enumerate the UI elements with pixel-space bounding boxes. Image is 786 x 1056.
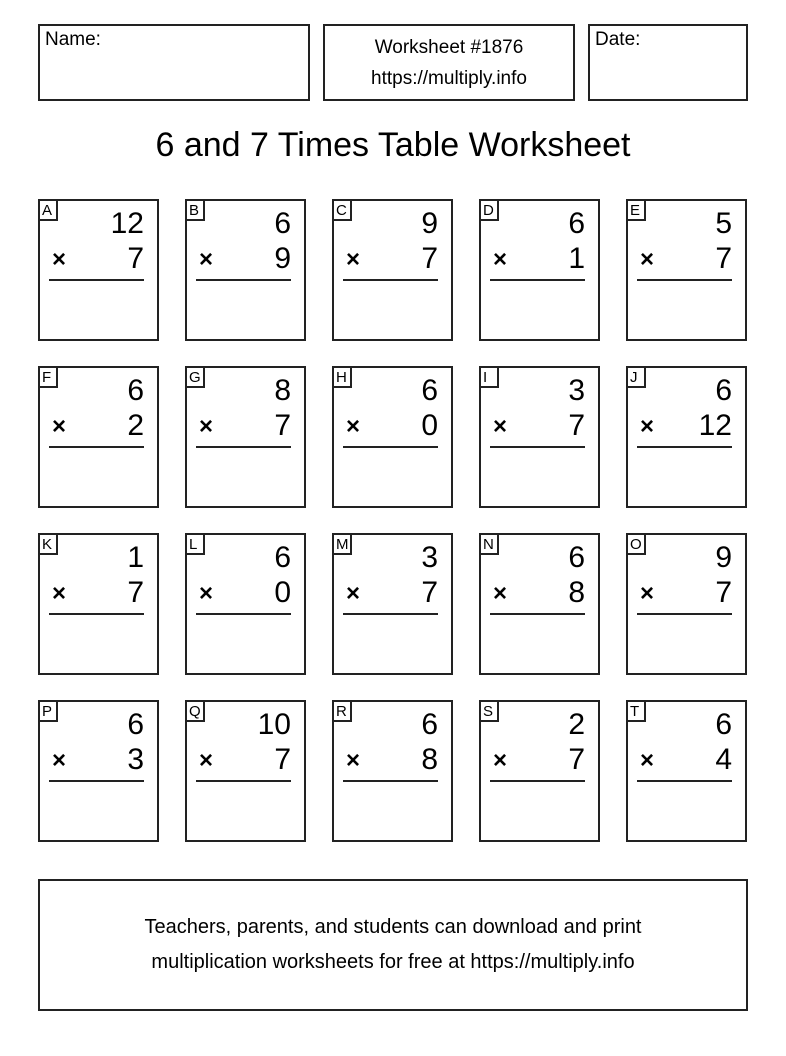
multiplicand: 6 (715, 374, 732, 407)
multiplier: 8 (568, 576, 585, 609)
answer-line (49, 446, 144, 448)
problem-letter: L (185, 533, 205, 555)
multiply-sign-icon: × (640, 246, 655, 273)
problem-card[interactable] (38, 533, 159, 675)
multiplicand: 5 (715, 207, 732, 240)
problem-letter: M (332, 533, 352, 555)
problem-letter: E (626, 199, 646, 221)
problem-card[interactable] (479, 366, 600, 508)
problem-letter: G (185, 366, 205, 388)
problem-letter: K (38, 533, 58, 555)
multiplicand: 6 (421, 708, 438, 741)
problem-card[interactable] (479, 533, 600, 675)
answer-line (637, 613, 732, 615)
multiply-sign-icon: × (52, 413, 67, 440)
answer-line (49, 279, 144, 281)
answer-line (490, 446, 585, 448)
problem-card[interactable] (626, 366, 747, 508)
multiplicand: 6 (421, 374, 438, 407)
answer-line (343, 613, 438, 615)
multiply-sign-icon: × (493, 246, 508, 273)
worksheet-number: Worksheet #1876 (374, 36, 524, 58)
multiplicand: 12 (110, 207, 144, 240)
multiplier: 7 (127, 576, 144, 609)
multiply-sign-icon: × (199, 413, 214, 440)
multiplier: 3 (127, 743, 144, 776)
multiply-sign-icon: × (493, 580, 508, 607)
multiplier: 4 (715, 743, 732, 776)
problem-letter: H (332, 366, 352, 388)
multiplier: 2 (127, 409, 144, 442)
answer-line (490, 279, 585, 281)
problem-card[interactable] (332, 700, 453, 842)
answer-line (49, 613, 144, 615)
problem-card[interactable] (185, 366, 306, 508)
multiplier: 7 (421, 576, 438, 609)
multiplier: 7 (568, 409, 585, 442)
answer-line (490, 780, 585, 782)
multiply-sign-icon: × (640, 580, 655, 607)
multiplicand: 6 (568, 207, 585, 240)
multiplier: 9 (274, 242, 291, 275)
problem-card[interactable] (626, 700, 747, 842)
multiplicand: 6 (127, 374, 144, 407)
multiplier: 7 (568, 743, 585, 776)
problem-letter: C (332, 199, 352, 221)
answer-line (196, 780, 291, 782)
multiplicand: 2 (568, 708, 585, 741)
problem-card[interactable] (38, 700, 159, 842)
multiplier: 7 (715, 242, 732, 275)
answer-line (196, 613, 291, 615)
problem-letter: Q (185, 700, 205, 722)
problem-card[interactable] (479, 199, 600, 341)
name-label: Name: (45, 29, 101, 50)
multiplier: 7 (274, 409, 291, 442)
date-field[interactable] (588, 24, 748, 101)
answer-line (196, 279, 291, 281)
multiply-sign-icon: × (52, 747, 67, 774)
multiply-sign-icon: × (346, 413, 361, 440)
date-label: Date: (595, 29, 641, 50)
multiply-sign-icon: × (52, 246, 67, 273)
multiplicand: 6 (274, 541, 291, 574)
problem-letter: B (185, 199, 205, 221)
name-field[interactable] (38, 24, 310, 101)
multiply-sign-icon: × (199, 747, 214, 774)
problem-letter: D (479, 199, 499, 221)
problem-letter: N (479, 533, 499, 555)
problem-card[interactable] (332, 533, 453, 675)
problem-card[interactable] (185, 700, 306, 842)
multiplicand: 9 (421, 207, 438, 240)
footer-line-1: Teachers, parents, and students can download and print (144, 916, 642, 938)
multiplier: 7 (421, 242, 438, 275)
worksheet-info (323, 24, 575, 101)
multiplicand: 9 (715, 541, 732, 574)
problem-card[interactable] (332, 366, 453, 508)
multiplier: 7 (274, 743, 291, 776)
page-title: 6 and 7 Times Table Worksheet (155, 126, 631, 164)
multiply-sign-icon: × (493, 747, 508, 774)
answer-line (343, 279, 438, 281)
multiply-sign-icon: × (199, 580, 214, 607)
multiplicand: 6 (127, 708, 144, 741)
multiplier: 0 (421, 409, 438, 442)
answer-line (490, 613, 585, 615)
multiplicand: 3 (568, 374, 585, 407)
problem-letter: A (38, 199, 58, 221)
problem-letter: S (479, 700, 499, 722)
multiplicand: 8 (274, 374, 291, 407)
answer-line (637, 446, 732, 448)
answer-line (637, 780, 732, 782)
problem-card[interactable] (479, 700, 600, 842)
multiply-sign-icon: × (493, 413, 508, 440)
multiplicand: 6 (274, 207, 291, 240)
multiplier: 1 (568, 242, 585, 275)
multiplicand: 6 (715, 708, 732, 741)
problem-card[interactable] (626, 199, 747, 341)
multiply-sign-icon: × (199, 246, 214, 273)
multiplicand: 10 (257, 708, 291, 741)
answer-line (637, 279, 732, 281)
multiplicand: 3 (421, 541, 438, 574)
answer-line (343, 780, 438, 782)
problem-card[interactable] (38, 199, 159, 341)
problem-letter: P (38, 700, 58, 722)
multiply-sign-icon: × (346, 246, 361, 273)
multiply-sign-icon: × (52, 580, 67, 607)
footer-note (38, 879, 748, 1011)
answer-line (343, 446, 438, 448)
problem-letter: F (38, 366, 58, 388)
multiplier: 8 (421, 743, 438, 776)
answer-line (196, 446, 291, 448)
multiply-sign-icon: × (346, 747, 361, 774)
problem-card[interactable] (332, 199, 453, 341)
problem-letter: I (479, 366, 499, 388)
multiply-sign-icon: × (640, 747, 655, 774)
multiplier: 7 (715, 576, 732, 609)
worksheet-url: https://multiply.info (371, 67, 527, 89)
problem-card[interactable] (185, 199, 306, 341)
multiplier: 7 (127, 242, 144, 275)
answer-line (49, 780, 144, 782)
problem-letter: O (626, 533, 646, 555)
problem-card[interactable] (626, 533, 747, 675)
problem-card[interactable] (185, 533, 306, 675)
multiplier: 12 (698, 409, 732, 442)
multiply-sign-icon: × (346, 580, 361, 607)
multiply-sign-icon: × (640, 413, 655, 440)
multiplier: 0 (274, 576, 291, 609)
problem-letter: T (626, 700, 646, 722)
problem-letter: J (626, 366, 646, 388)
problem-card[interactable] (38, 366, 159, 508)
multiplicand: 6 (568, 541, 585, 574)
problem-letter: R (332, 700, 352, 722)
multiplicand: 1 (127, 541, 144, 574)
footer-line-2: multiplication worksheets for free at https://multiply.info (151, 951, 635, 973)
